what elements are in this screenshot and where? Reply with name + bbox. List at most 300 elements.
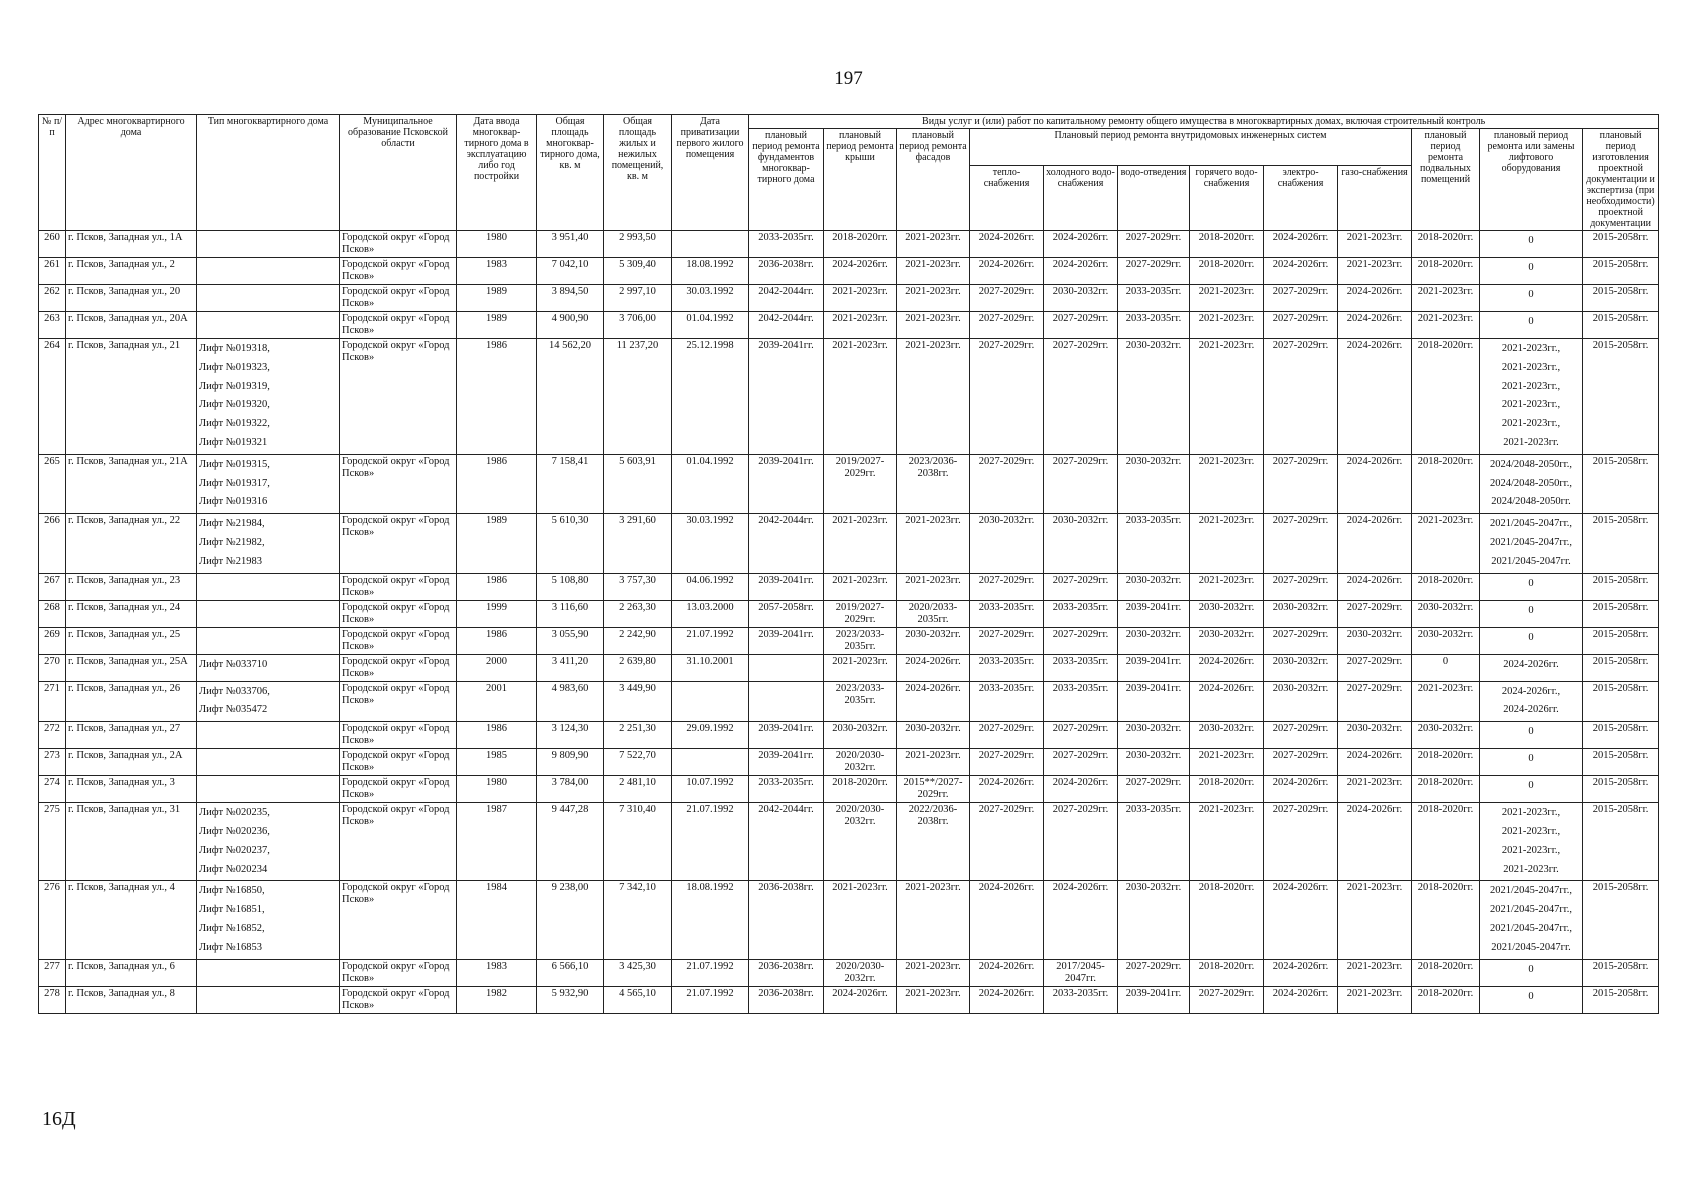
cell-roof: 2024-2026гг. (824, 986, 897, 1013)
cell-elevator (1480, 454, 1583, 513)
elevator-period: 0 (1528, 963, 1534, 975)
cell-municipality: Городской округ «Город Псков» (340, 339, 457, 455)
cell-design: 2015-2058гг. (1583, 454, 1659, 513)
cell-drainage: 2027-2029гг. (1118, 231, 1190, 258)
cell-type (197, 573, 340, 600)
cell-heating: 2027-2029гг. (970, 803, 1044, 881)
cell-electricity: 2024-2026гг. (1264, 258, 1338, 285)
cell-design: 2015-2058гг. (1583, 749, 1659, 776)
cell-total-area: 7 042,10 (537, 258, 604, 285)
elevator-id: Лифт №033710 (199, 658, 268, 670)
cell-hot-water: 2021-2023гг. (1190, 573, 1264, 600)
elevator-id: Лифт №16851, (199, 904, 265, 916)
cell-municipality: Городской округ «Город Псков» (340, 627, 457, 654)
cell-basement: 2018-2020гг. (1412, 776, 1480, 803)
table-body (39, 231, 1659, 1014)
header-foundation: плановый период ремонта фундаментов многоквар-тирного дома (749, 129, 824, 231)
cell-total-area: 9 809,90 (537, 749, 604, 776)
cell-electricity: 2030-2032гг. (1264, 654, 1338, 681)
cell-total-area: 9 447,28 (537, 803, 604, 881)
cell-hot-water: 2021-2023гг. (1190, 749, 1264, 776)
cell-year: 1985 (457, 749, 537, 776)
cell-design: 2015-2058гг. (1583, 959, 1659, 986)
cell-municipality: Городской округ «Город Псков» (340, 312, 457, 339)
cell-living-area: 2 263,30 (604, 600, 672, 627)
elevator-period: 2024-2026гг. (1503, 658, 1559, 670)
cell-roof: 2018-2020гг. (824, 231, 897, 258)
cell-address: г. Псков, Западная ул., 4 (66, 881, 197, 959)
cell-year: 1980 (457, 776, 537, 803)
cell-privatization: 10.07.1992 (672, 776, 749, 803)
cell-num: 269 (39, 627, 66, 654)
cell-elevator (1480, 749, 1583, 776)
cell-num: 275 (39, 803, 66, 881)
cell-electricity: 2024-2026гг. (1264, 986, 1338, 1013)
elevator-period: 0 (1528, 726, 1534, 738)
elevator-period: 2021/2045-2047гг. (1491, 941, 1571, 953)
elevator-period: 0 (1528, 780, 1534, 792)
cell-living-area: 2 993,50 (604, 231, 672, 258)
cell-gas: 2021-2023гг. (1338, 776, 1412, 803)
cell-address: г. Псков, Западная ул., 2 (66, 258, 197, 285)
cell-design: 2015-2058гг. (1583, 986, 1659, 1013)
cell-gas: 2030-2032гг. (1338, 627, 1412, 654)
elevator-period: 2024-2026гг. (1503, 704, 1559, 716)
header-gas: газо-снабжения (1338, 165, 1412, 230)
cell-foundation: 2039-2041гг. (749, 573, 824, 600)
table-row (39, 959, 1659, 986)
header-facade: плановый период ремонта фасадов (897, 129, 970, 231)
cell-hot-water: 2030-2032гг. (1190, 722, 1264, 749)
cell-electricity: 2030-2032гг. (1264, 681, 1338, 722)
cell-living-area: 2 242,90 (604, 627, 672, 654)
cell-privatization: 30.03.1992 (672, 285, 749, 312)
cell-num: 271 (39, 681, 66, 722)
cell-type (197, 285, 340, 312)
cell-facade: 2021-2023гг. (897, 749, 970, 776)
cell-electricity: 2027-2029гг. (1264, 749, 1338, 776)
table-row (39, 776, 1659, 803)
cell-cold-water: 2027-2029гг. (1044, 627, 1118, 654)
cell-facade: 2021-2023гг. (897, 959, 970, 986)
table-row (39, 803, 1659, 881)
cell-elevator (1480, 312, 1583, 339)
cell-drainage: 2030-2032гг. (1118, 339, 1190, 455)
cell-drainage: 2033-2035гг. (1118, 312, 1190, 339)
cell-gas: 2024-2026гг. (1338, 514, 1412, 573)
cell-basement: 2021-2023гг. (1412, 681, 1480, 722)
elevator-id: Лифт №019318, (199, 343, 270, 354)
header-works-group: Виды услуг и (или) работ по капитальному ремонту общего имущества в многоквартирных домах, включая строительный контроль (749, 115, 1659, 129)
cell-year: 1986 (457, 339, 537, 455)
cell-address: г. Псков, Западная ул., 22 (66, 514, 197, 573)
cell-basement: 2021-2023гг. (1412, 312, 1480, 339)
cell-num: 277 (39, 959, 66, 986)
cell-cold-water: 2033-2035гг. (1044, 986, 1118, 1013)
elevator-id: Лифт №21982, (199, 536, 265, 548)
cell-type (197, 312, 340, 339)
cell-design: 2015-2058гг. (1583, 627, 1659, 654)
elevator-period: 0 (1528, 631, 1534, 643)
cell-foundation: 2033-2035гг. (749, 776, 824, 803)
cell-type (197, 627, 340, 654)
cell-roof: 2021-2023гг. (824, 881, 897, 959)
elevator-period: 2021/2045-2047гг., (1489, 922, 1573, 934)
cell-address: г. Псков, Западная ул., 25 (66, 627, 197, 654)
elevator-period: 2021-2023гг., (1501, 825, 1561, 837)
elevator-period: 2021/2045-2047гг., (1489, 536, 1573, 548)
cell-electricity: 2027-2029гг. (1264, 339, 1338, 455)
cell-foundation: 2057-2058гг. (749, 600, 824, 627)
cell-roof: 2024-2026гг. (824, 258, 897, 285)
cell-privatization: 01.04.1992 (672, 312, 749, 339)
elevator-id: Лифт №16853 (199, 941, 263, 953)
cell-num: 260 (39, 231, 66, 258)
elevator-period: 2021-2023гг., (1501, 343, 1561, 354)
cell-elevator (1480, 881, 1583, 959)
cell-design: 2015-2058гг. (1583, 654, 1659, 681)
cell-municipality: Городской округ «Город Псков» (340, 959, 457, 986)
cell-cold-water: 2030-2032гг. (1044, 285, 1118, 312)
cell-design: 2015-2058гг. (1583, 722, 1659, 749)
cell-gas: 2030-2032гг. (1338, 722, 1412, 749)
cell-living-area: 5 309,40 (604, 258, 672, 285)
cell-hot-water: 2024-2026гг. (1190, 654, 1264, 681)
cell-num: 267 (39, 573, 66, 600)
cell-cold-water: 2027-2029гг. (1044, 803, 1118, 881)
cell-facade: 2021-2023гг. (897, 285, 970, 312)
header-basement: плановый период ремонта подвальных помещений (1412, 129, 1480, 231)
elevator-id: Лифт №020236, (199, 825, 270, 837)
elevator-id: Лифт №16852, (199, 922, 265, 934)
cell-gas: 2021-2023гг. (1338, 959, 1412, 986)
cell-municipality: Городской округ «Город Псков» (340, 881, 457, 959)
cell-roof: 2023/2033-2035гг. (824, 681, 897, 722)
cell-type (197, 514, 340, 573)
cell-drainage: 2030-2032гг. (1118, 881, 1190, 959)
table-row (39, 514, 1659, 573)
cell-num: 274 (39, 776, 66, 803)
cell-hot-water: 2018-2020гг. (1190, 258, 1264, 285)
cell-facade: 2030-2032гг. (897, 627, 970, 654)
cell-living-area: 7 310,40 (604, 803, 672, 881)
table-row (39, 258, 1659, 285)
cell-gas: 2024-2026гг. (1338, 339, 1412, 455)
cell-cold-water: 2027-2029гг. (1044, 312, 1118, 339)
elevator-period: 2021/2045-2047гг., (1489, 885, 1573, 897)
cell-electricity: 2024-2026гг. (1264, 959, 1338, 986)
cell-cold-water: 2017/2045-2047гг. (1044, 959, 1118, 986)
cell-living-area: 2 997,10 (604, 285, 672, 312)
cell-drainage: 2033-2035гг. (1118, 285, 1190, 312)
cell-elevator (1480, 573, 1583, 600)
cell-foundation: 2039-2041гг. (749, 454, 824, 513)
cell-type (197, 339, 340, 455)
cell-hot-water: 2021-2023гг. (1190, 339, 1264, 455)
table-row (39, 339, 1659, 455)
cell-elevator (1480, 231, 1583, 258)
cell-elevator (1480, 285, 1583, 312)
cell-address: г. Псков, Западная ул., 8 (66, 986, 197, 1013)
cell-type (197, 749, 340, 776)
cell-living-area: 3 757,30 (604, 573, 672, 600)
cell-privatization (672, 231, 749, 258)
cell-foundation: 2042-2044гг. (749, 312, 824, 339)
cell-design: 2015-2058гг. (1583, 231, 1659, 258)
cell-cold-water: 2024-2026гг. (1044, 776, 1118, 803)
cell-elevator (1480, 600, 1583, 627)
cell-basement: 2018-2020гг. (1412, 881, 1480, 959)
elevator-period: 0 (1528, 604, 1534, 616)
header-total-area: Общая площадь многоквар-тирного дома, кв. м (537, 115, 604, 231)
cell-elevator (1480, 681, 1583, 722)
elevator-period: 0 (1528, 577, 1534, 589)
cell-cold-water: 2024-2026гг. (1044, 258, 1118, 285)
cell-heating: 2024-2026гг. (970, 881, 1044, 959)
cell-privatization: 21.07.1992 (672, 959, 749, 986)
cell-design: 2015-2058гг. (1583, 681, 1659, 722)
cell-heating: 2027-2029гг. (970, 573, 1044, 600)
cell-year: 1986 (457, 573, 537, 600)
header-electricity: электро-снабжения (1264, 165, 1338, 230)
cell-municipality: Городской округ «Город Псков» (340, 749, 457, 776)
cell-hot-water: 2030-2032гг. (1190, 600, 1264, 627)
cell-num: 276 (39, 881, 66, 959)
cell-roof: 2018-2020гг. (824, 776, 897, 803)
elevator-period: 2021/2045-2047гг. (1491, 555, 1571, 567)
cell-heating: 2024-2026гг. (970, 986, 1044, 1013)
cell-drainage: 2027-2029гг. (1118, 258, 1190, 285)
header-type: Тип многоквартирного дома (197, 115, 340, 231)
cell-total-area: 4 900,90 (537, 312, 604, 339)
header-num: № п/п (39, 115, 66, 231)
elevator-period: 2021/2045-2047гг., (1489, 518, 1573, 530)
cell-total-area: 9 238,00 (537, 881, 604, 959)
header-cold-water: холодного водо-снабжения (1044, 165, 1118, 230)
cell-privatization (672, 749, 749, 776)
cell-facade: 2021-2023гг. (897, 986, 970, 1013)
cell-basement: 2018-2020гг. (1412, 573, 1480, 600)
cell-foundation: 2042-2044гг. (749, 285, 824, 312)
cell-design: 2015-2058гг. (1583, 312, 1659, 339)
cell-basement: 2018-2020гг. (1412, 231, 1480, 258)
cell-living-area: 2 481,10 (604, 776, 672, 803)
elevator-id: Лифт №019319, (199, 380, 270, 392)
cell-year: 1987 (457, 803, 537, 881)
elevator-period: 2024/2048-2050гг., (1489, 477, 1573, 489)
cell-roof: 2021-2023гг. (824, 339, 897, 455)
cell-drainage: 2030-2032гг. (1118, 749, 1190, 776)
elevator-period: 2021-2023гг., (1501, 361, 1561, 373)
cell-privatization: 21.07.1992 (672, 627, 749, 654)
cell-drainage: 2039-2041гг. (1118, 654, 1190, 681)
cell-electricity: 2024-2026гг. (1264, 776, 1338, 803)
cell-basement: 2018-2020гг. (1412, 803, 1480, 881)
cell-drainage: 2033-2035гг. (1118, 514, 1190, 573)
header-engineering-group: Плановый период ремонта внутридомовых инженерных систем (970, 129, 1412, 166)
cell-facade: 2015**/2027-2029гг. (897, 776, 970, 803)
cell-hot-water: 2021-2023гг. (1190, 285, 1264, 312)
cell-electricity: 2027-2029гг. (1264, 285, 1338, 312)
header-elevator: плановый период ремонта или замены лифтового оборудования (1480, 129, 1583, 231)
cell-living-area: 3 425,30 (604, 959, 672, 986)
cell-drainage: 2039-2041гг. (1118, 600, 1190, 627)
cell-living-area: 7 522,70 (604, 749, 672, 776)
cell-privatization: 18.08.1992 (672, 258, 749, 285)
elevator-period: 2024/2048-2050гг., (1489, 458, 1573, 470)
cell-type (197, 959, 340, 986)
cell-roof: 2021-2023гг. (824, 285, 897, 312)
cell-living-area: 3 449,90 (604, 681, 672, 722)
elevator-period: 0 (1528, 990, 1534, 1002)
cell-elevator (1480, 514, 1583, 573)
cell-facade: 2022/2036-2038гг. (897, 803, 970, 881)
cell-address: г. Псков, Западная ул., 20А (66, 312, 197, 339)
cell-elevator (1480, 258, 1583, 285)
cell-municipality: Городской округ «Город Псков» (340, 600, 457, 627)
cell-num: 268 (39, 600, 66, 627)
header-address: Адрес многоквартирного дома (66, 115, 197, 231)
cell-elevator (1480, 627, 1583, 654)
cell-foundation: 2039-2041гг. (749, 749, 824, 776)
cell-foundation: 2039-2041гг. (749, 339, 824, 455)
document-code: 16Д (42, 1108, 76, 1130)
cell-heating: 2024-2026гг. (970, 776, 1044, 803)
elevator-period: 2024/2048-2050гг. (1491, 496, 1571, 508)
elevator-id: Лифт №035472 (199, 704, 268, 716)
cell-privatization: 13.03.2000 (672, 600, 749, 627)
cell-basement: 2018-2020гг. (1412, 986, 1480, 1013)
cell-drainage: 2030-2032гг. (1118, 722, 1190, 749)
capital-repair-table (38, 114, 1659, 1014)
cell-cold-water: 2030-2032гг. (1044, 514, 1118, 573)
cell-hot-water: 2021-2023гг. (1190, 514, 1264, 573)
cell-roof: 2023/2033-2035гг. (824, 627, 897, 654)
table-row (39, 627, 1659, 654)
cell-municipality: Городской округ «Город Псков» (340, 986, 457, 1013)
cell-type (197, 231, 340, 258)
cell-living-area: 2 639,80 (604, 654, 672, 681)
cell-heating: 2027-2029гг. (970, 749, 1044, 776)
cell-hot-water: 2021-2023гг. (1190, 803, 1264, 881)
elevator-id: Лифт №020235, (199, 807, 270, 819)
cell-elevator (1480, 959, 1583, 986)
cell-facade: 2024-2026гг. (897, 654, 970, 681)
cell-hot-water: 2018-2020гг. (1190, 231, 1264, 258)
elevator-id: Лифт №019321 (199, 436, 268, 448)
cell-privatization: 01.04.1992 (672, 454, 749, 513)
cell-elevator (1480, 339, 1583, 455)
cell-gas: 2024-2026гг. (1338, 454, 1412, 513)
cell-privatization: 29.09.1992 (672, 722, 749, 749)
table-row (39, 681, 1659, 722)
cell-total-area: 3 411,20 (537, 654, 604, 681)
cell-year: 1989 (457, 514, 537, 573)
elevator-id: Лифт №020237, (199, 844, 270, 856)
cell-heating: 2027-2029гг. (970, 312, 1044, 339)
elevator-id: Лифт №019320, (199, 399, 270, 411)
cell-address: г. Псков, Западная ул., 20 (66, 285, 197, 312)
cell-total-area: 4 983,60 (537, 681, 604, 722)
cell-hot-water: 2024-2026гг. (1190, 681, 1264, 722)
cell-drainage: 2033-2035гг. (1118, 803, 1190, 881)
cell-gas: 2021-2023гг. (1338, 258, 1412, 285)
cell-electricity: 2027-2029гг. (1264, 803, 1338, 881)
cell-gas: 2024-2026гг. (1338, 285, 1412, 312)
cell-foundation: 2042-2044гг. (749, 514, 824, 573)
cell-facade: 2020/2033-2035гг. (897, 600, 970, 627)
cell-address: г. Псков, Западная ул., 1А (66, 231, 197, 258)
cell-cold-water: 2027-2029гг. (1044, 339, 1118, 455)
elevator-id: Лифт №019316 (199, 496, 268, 508)
cell-heating: 2024-2026гг. (970, 258, 1044, 285)
elevator-id: Лифт №020234 (199, 863, 268, 875)
cell-elevator (1480, 776, 1583, 803)
cell-cold-water: 2027-2029гг. (1044, 454, 1118, 513)
elevator-id: Лифт №019317, (199, 477, 270, 489)
cell-cold-water: 2024-2026гг. (1044, 231, 1118, 258)
cell-living-area: 4 565,10 (604, 986, 672, 1013)
table-row (39, 654, 1659, 681)
cell-facade: 2023/2036-2038гг. (897, 454, 970, 513)
cell-electricity: 2027-2029гг. (1264, 312, 1338, 339)
cell-design: 2015-2058гг. (1583, 600, 1659, 627)
header-commission-date: Дата ввода многоквар-тирного дома в эксплуатацию либо год постройки (457, 115, 537, 231)
cell-address: г. Псков, Западная ул., 3 (66, 776, 197, 803)
cell-address: г. Псков, Западная ул., 25А (66, 654, 197, 681)
cell-foundation (749, 654, 824, 681)
cell-foundation: 2036-2038гг. (749, 986, 824, 1013)
elevator-period: 0 (1528, 235, 1534, 246)
cell-hot-water: 2018-2020гг. (1190, 881, 1264, 959)
cell-drainage: 2027-2029гг. (1118, 959, 1190, 986)
table-row (39, 231, 1659, 258)
cell-privatization (672, 681, 749, 722)
cell-hot-water: 2030-2032гг. (1190, 627, 1264, 654)
cell-address: г. Псков, Западная ул., 21А (66, 454, 197, 513)
table-row (39, 454, 1659, 513)
cell-living-area: 3 706,00 (604, 312, 672, 339)
cell-privatization: 21.07.1992 (672, 803, 749, 881)
cell-heating: 2024-2026гг. (970, 231, 1044, 258)
elevator-id: Лифт №019323, (199, 361, 270, 373)
cell-address: г. Псков, Западная ул., 21 (66, 339, 197, 455)
elevator-id: Лифт №019322, (199, 418, 270, 430)
cell-elevator (1480, 654, 1583, 681)
header-drainage: водо-отведения (1118, 165, 1190, 230)
cell-cold-water: 2033-2035гг. (1044, 681, 1118, 722)
cell-year: 1989 (457, 285, 537, 312)
cell-hot-water: 2018-2020гг. (1190, 776, 1264, 803)
cell-facade: 2021-2023гг. (897, 339, 970, 455)
cell-foundation: 2036-2038гг. (749, 881, 824, 959)
cell-total-area: 3 116,60 (537, 600, 604, 627)
cell-heating: 2033-2035гг. (970, 600, 1044, 627)
cell-municipality: Городской округ «Город Псков» (340, 681, 457, 722)
elevator-period: 0 (1528, 753, 1534, 765)
cell-year: 1999 (457, 600, 537, 627)
cell-total-area: 3 124,30 (537, 722, 604, 749)
cell-facade: 2021-2023гг. (897, 231, 970, 258)
cell-municipality: Городской округ «Город Псков» (340, 776, 457, 803)
header-hot-water: горячего водо-снабжения (1190, 165, 1264, 230)
table-row (39, 722, 1659, 749)
cell-design: 2015-2058гг. (1583, 881, 1659, 959)
cell-elevator (1480, 722, 1583, 749)
cell-hot-water: 2018-2020гг. (1190, 959, 1264, 986)
cell-hot-water: 2021-2023гг. (1190, 454, 1264, 513)
cell-basement: 2018-2020гг. (1412, 339, 1480, 455)
